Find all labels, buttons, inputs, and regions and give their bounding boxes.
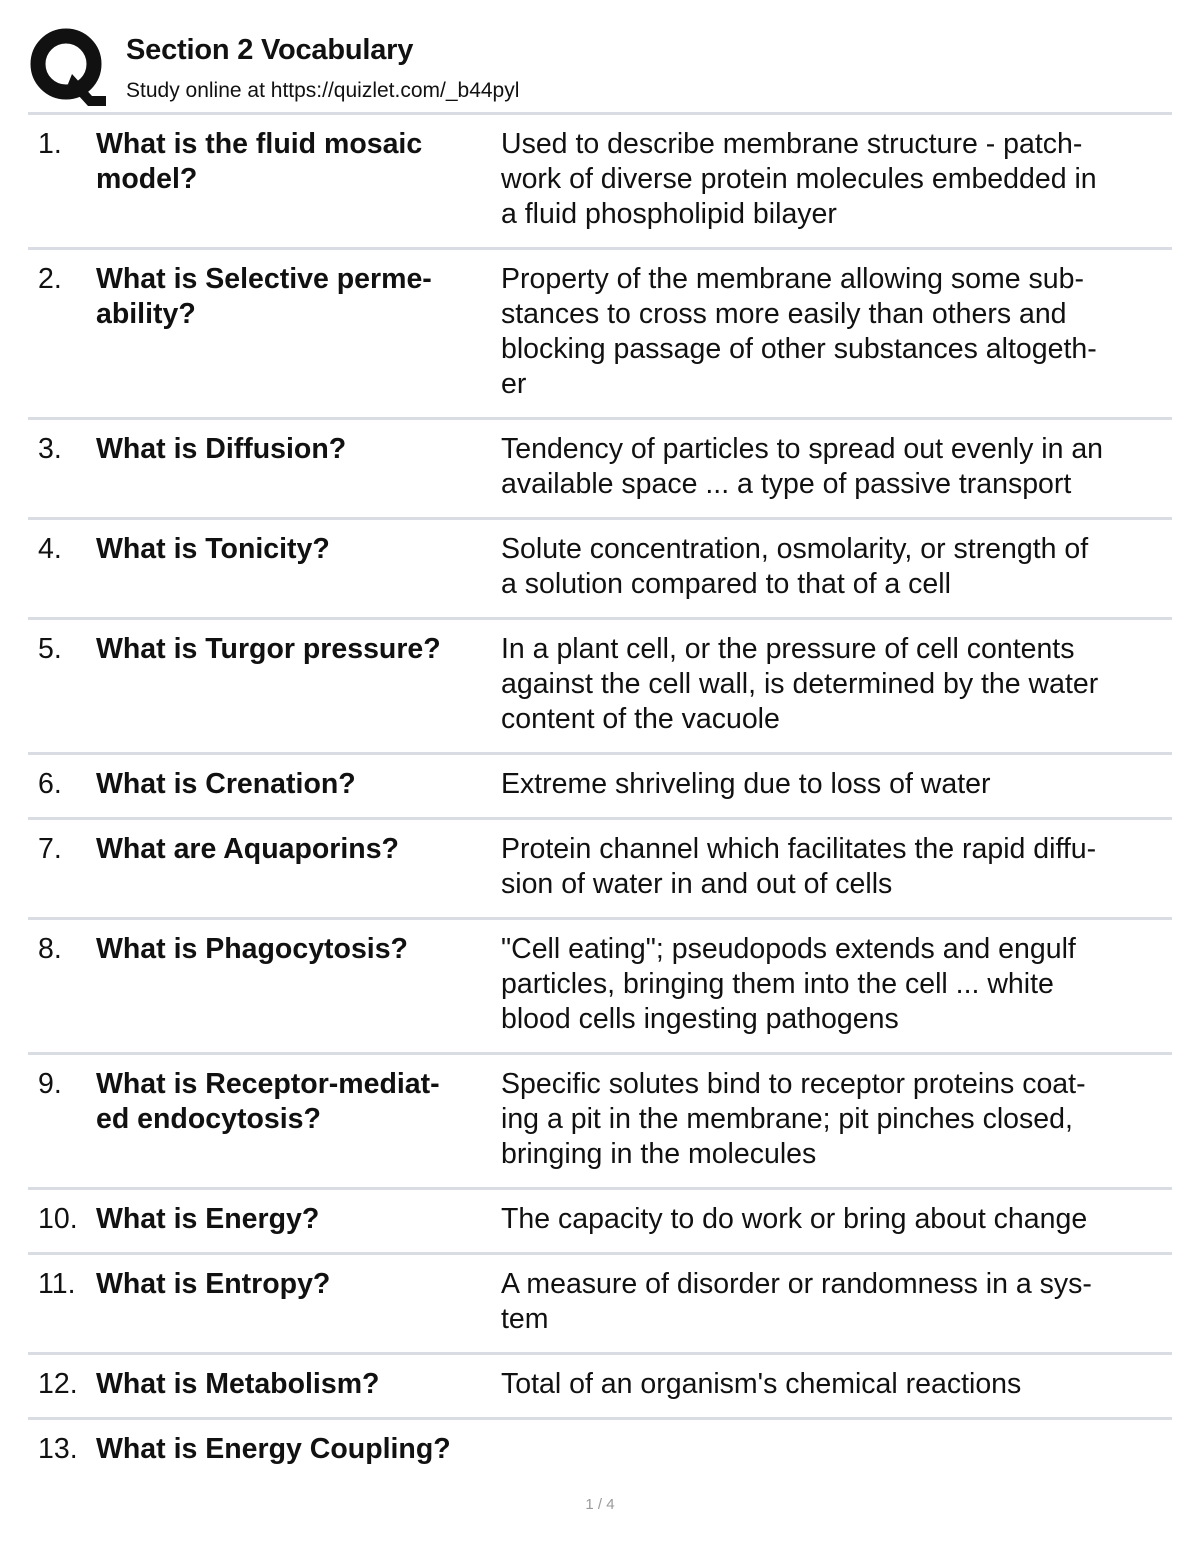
definition-line: tem <box>501 1303 549 1335</box>
card-definition <box>501 1367 1172 1402</box>
term-line: What is Entropy? <box>96 1268 331 1300</box>
vocab-row <box>28 520 1172 620</box>
term-line: What is Crenation? <box>96 768 356 800</box>
card-number: 7. <box>38 833 62 865</box>
definition-line: er <box>501 368 527 400</box>
study-link-text: Study online at https://quizlet.com/_b44pyl <box>126 79 520 102</box>
definition-line: bringing in the molecules <box>501 1138 817 1170</box>
term-line: What is Receptor-mediat- <box>96 1068 440 1100</box>
vocab-row <box>28 1255 1172 1355</box>
card-term <box>96 1202 501 1237</box>
definition-line: Used to describe membrane structure - patch- <box>501 128 1083 160</box>
card-term <box>96 832 501 902</box>
definition-line: available space ... a type of passive transport <box>501 468 1072 500</box>
term-line: What is Turgor pressure? <box>96 633 441 665</box>
definition-line: Protein channel which facilitates the rapid diffu- <box>501 833 1097 865</box>
card-definition <box>501 127 1172 232</box>
definition-line: stances to cross more easily than others and <box>501 298 1067 330</box>
card-number: 3. <box>38 433 62 465</box>
card-definition <box>501 262 1172 402</box>
term-line: What is Metabolism? <box>96 1368 380 1400</box>
card-term <box>96 1367 501 1402</box>
card-definition <box>501 832 1172 902</box>
card-definition <box>501 1432 1172 1467</box>
definition-line: Solute concentration, osmolarity, or strength of <box>501 533 1089 565</box>
term-line: model? <box>96 163 198 195</box>
card-definition <box>501 1067 1172 1172</box>
definition-line: particles, bringing them into the cell ... white <box>501 968 1054 1000</box>
card-term <box>96 1067 501 1172</box>
vocab-row <box>28 820 1172 920</box>
card-definition <box>501 432 1172 502</box>
term-line: What is Tonicity? <box>96 533 330 565</box>
term-line: What is Phagocytosis? <box>96 933 408 965</box>
card-number: 11. <box>38 1268 76 1300</box>
quizlet-logo-icon <box>28 26 108 106</box>
card-number: 2. <box>38 263 62 295</box>
definition-line: work of diverse protein molecules embedded in <box>501 163 1097 195</box>
term-line: What are Aquaporins? <box>96 833 399 865</box>
definition-line: Total of an organism's chemical reactions <box>501 1368 1022 1400</box>
definition-line: sion of water in and out of cells <box>501 868 893 900</box>
definition-line: Tendency of particles to spread out evenly in an <box>501 433 1104 465</box>
card-definition <box>501 932 1172 1037</box>
term-line: What is Energy? <box>96 1203 320 1235</box>
vocab-row <box>28 250 1172 420</box>
card-definition <box>501 1202 1172 1237</box>
definition-line: Property of the membrane allowing some sub- <box>501 263 1084 295</box>
definition-line: Specific solutes bind to receptor proteins coat- <box>501 1068 1086 1100</box>
vocab-row <box>28 620 1172 755</box>
term-line: ability? <box>96 298 196 330</box>
card-term <box>96 532 501 602</box>
card-definition <box>501 767 1172 802</box>
vocabulary-list <box>28 112 1172 1482</box>
definition-line: Extreme shriveling due to loss of water <box>501 768 991 800</box>
definition-line: blood cells ingesting pathogens <box>501 1003 899 1035</box>
term-line: What is Energy Coupling? <box>96 1433 451 1465</box>
card-number: 13. <box>38 1433 78 1465</box>
card-definition <box>501 632 1172 737</box>
card-number: 1. <box>38 128 62 160</box>
definition-line: blocking passage of other substances altogeth- <box>501 333 1097 365</box>
definition-line: ing a pit in the membrane; pit pinches closed, <box>501 1103 1073 1135</box>
page-title: Section 2 Vocabulary <box>126 34 414 66</box>
definition-line: a fluid phospholipid bilayer <box>501 198 837 230</box>
vocab-row <box>28 1420 1172 1482</box>
card-definition <box>501 1267 1172 1337</box>
card-number: 4. <box>38 533 62 565</box>
definition-line: A measure of disorder or randomness in a sys- <box>501 1268 1092 1300</box>
card-number: 12. <box>38 1368 78 1400</box>
definition-line: a solution compared to that of a cell <box>501 568 951 600</box>
vocab-row <box>28 1055 1172 1190</box>
vocab-row <box>28 115 1172 250</box>
definition-line: content of the vacuole <box>501 703 780 735</box>
card-term <box>96 1267 501 1337</box>
term-line: What is the fluid mosaic <box>96 128 423 160</box>
card-number: 8. <box>38 933 62 965</box>
definition-line: "Cell eating"; pseudopods extends and engulf <box>501 933 1076 965</box>
page-indicator: 1 / 4 <box>585 1496 615 1513</box>
card-term <box>96 632 501 737</box>
card-term <box>96 932 501 1037</box>
card-number: 10. <box>38 1203 78 1235</box>
vocab-row <box>28 1190 1172 1255</box>
definition-line: The capacity to do work or bring about change <box>501 1203 1088 1235</box>
card-number: 9. <box>38 1068 62 1100</box>
card-term <box>96 767 501 802</box>
card-term <box>96 1432 501 1467</box>
definition-line: In a plant cell, or the pressure of cell contents <box>501 633 1075 665</box>
vocab-row <box>28 420 1172 520</box>
card-number: 6. <box>38 768 62 800</box>
term-line: What is Diffusion? <box>96 433 347 465</box>
card-term <box>96 432 501 502</box>
card-term <box>96 127 501 232</box>
vocab-row <box>28 755 1172 820</box>
vocab-row <box>28 920 1172 1055</box>
card-definition <box>501 532 1172 602</box>
page-header <box>28 26 1172 110</box>
card-number: 5. <box>38 633 62 665</box>
definition-line: against the cell wall, is determined by the water <box>501 668 1099 700</box>
vocab-row <box>28 1355 1172 1420</box>
term-line: ed endocytosis? <box>96 1103 321 1135</box>
card-term <box>96 262 501 402</box>
term-line: What is Selective perme- <box>96 263 432 295</box>
